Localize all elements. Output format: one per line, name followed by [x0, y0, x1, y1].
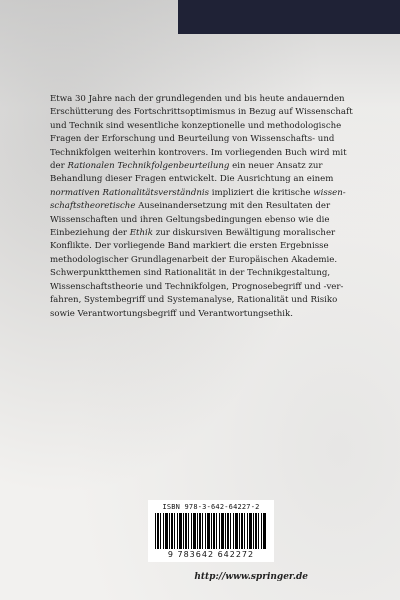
blurb-text-run: Einbeziehung der: [50, 228, 130, 239]
blurb-italic-term: Ethik: [129, 228, 153, 239]
blurb-line: Erschütterung des Fortschrittsoptimismus in Bezug auf Wissenschaft: [50, 107, 353, 118]
blurb-line: Fragen der Erforschung und Beurteilung von Wissenschafts- und: [50, 134, 335, 145]
blurb-line: Schwerpunktthemen sind Rationalität in der Technikgestaltung,: [50, 268, 331, 279]
blurb-line: [50, 200, 352, 213]
blurb-line: [50, 160, 352, 173]
blurb-line: Wissenschaftstheorie und Technikfolgen, Prognosebegriff und -ver-: [50, 281, 344, 292]
blurb-text-run: zur diskursiven Bewältigung moralischer: [153, 228, 336, 239]
blurb-text-run: ein neuer Ansatz zur: [229, 161, 323, 172]
blurb-text-run: der: [50, 161, 68, 172]
blurb-line: Behandlung dieser Fragen entwickelt. Die Ausrichtung an einem: [50, 174, 334, 185]
blurb-text-run: Auseinandersetzung mit den Resultaten der: [135, 201, 331, 212]
blurb-text: [50, 93, 352, 321]
isbn-label: ISBN 978-3-642-64227-2: [162, 503, 260, 511]
blurb-italic-term: Rationalen Technikfolgenbeurteilung: [67, 161, 230, 172]
blurb-italic-term: wissen-: [313, 187, 346, 198]
blurb-line: Etwa 30 Jahre nach der grundlegenden und bis heute andauernden: [50, 94, 345, 104]
blurb-italic-term: normativen Rationalitätsverständnis: [50, 187, 210, 198]
blurb-line: methodologischer Grundlagenarbeit der Europäischen Akademie.: [50, 254, 338, 265]
publisher-url: http://www.springer.de: [194, 572, 308, 582]
blurb-line: [50, 187, 352, 200]
blurb-line: und Technik sind wesentliche konzeptionelle und methodologische: [50, 120, 342, 131]
barcode-digits: 9 783642 642272: [167, 550, 255, 559]
blurb-line: Konflikte. Der vorliegende Band markiert die ersten Ergebnisse: [50, 241, 329, 252]
blurb-line: Technikfolgen weiterhin kontrovers. Im vorliegenden Buch wird mit: [50, 147, 347, 158]
blurb-line: Wissenschaften und ihren Geltungsbedingungen ebenso wie die: [50, 214, 330, 225]
blurb-line: fahren, Systembegriff und Systemanalyse, Rationalität und Risiko: [50, 295, 338, 306]
blurb-text-run: impliziert die kritische: [209, 187, 314, 198]
blurb-line: [50, 227, 352, 240]
blurb-line: sowie Verantwortungsbegriff und Verantwortungsethik.: [50, 308, 293, 319]
barcode-bars: [155, 513, 267, 549]
barcode: [148, 500, 274, 562]
blurb-italic-term: schaftstheoretische: [50, 201, 136, 212]
dark-color-block: [178, 0, 400, 34]
